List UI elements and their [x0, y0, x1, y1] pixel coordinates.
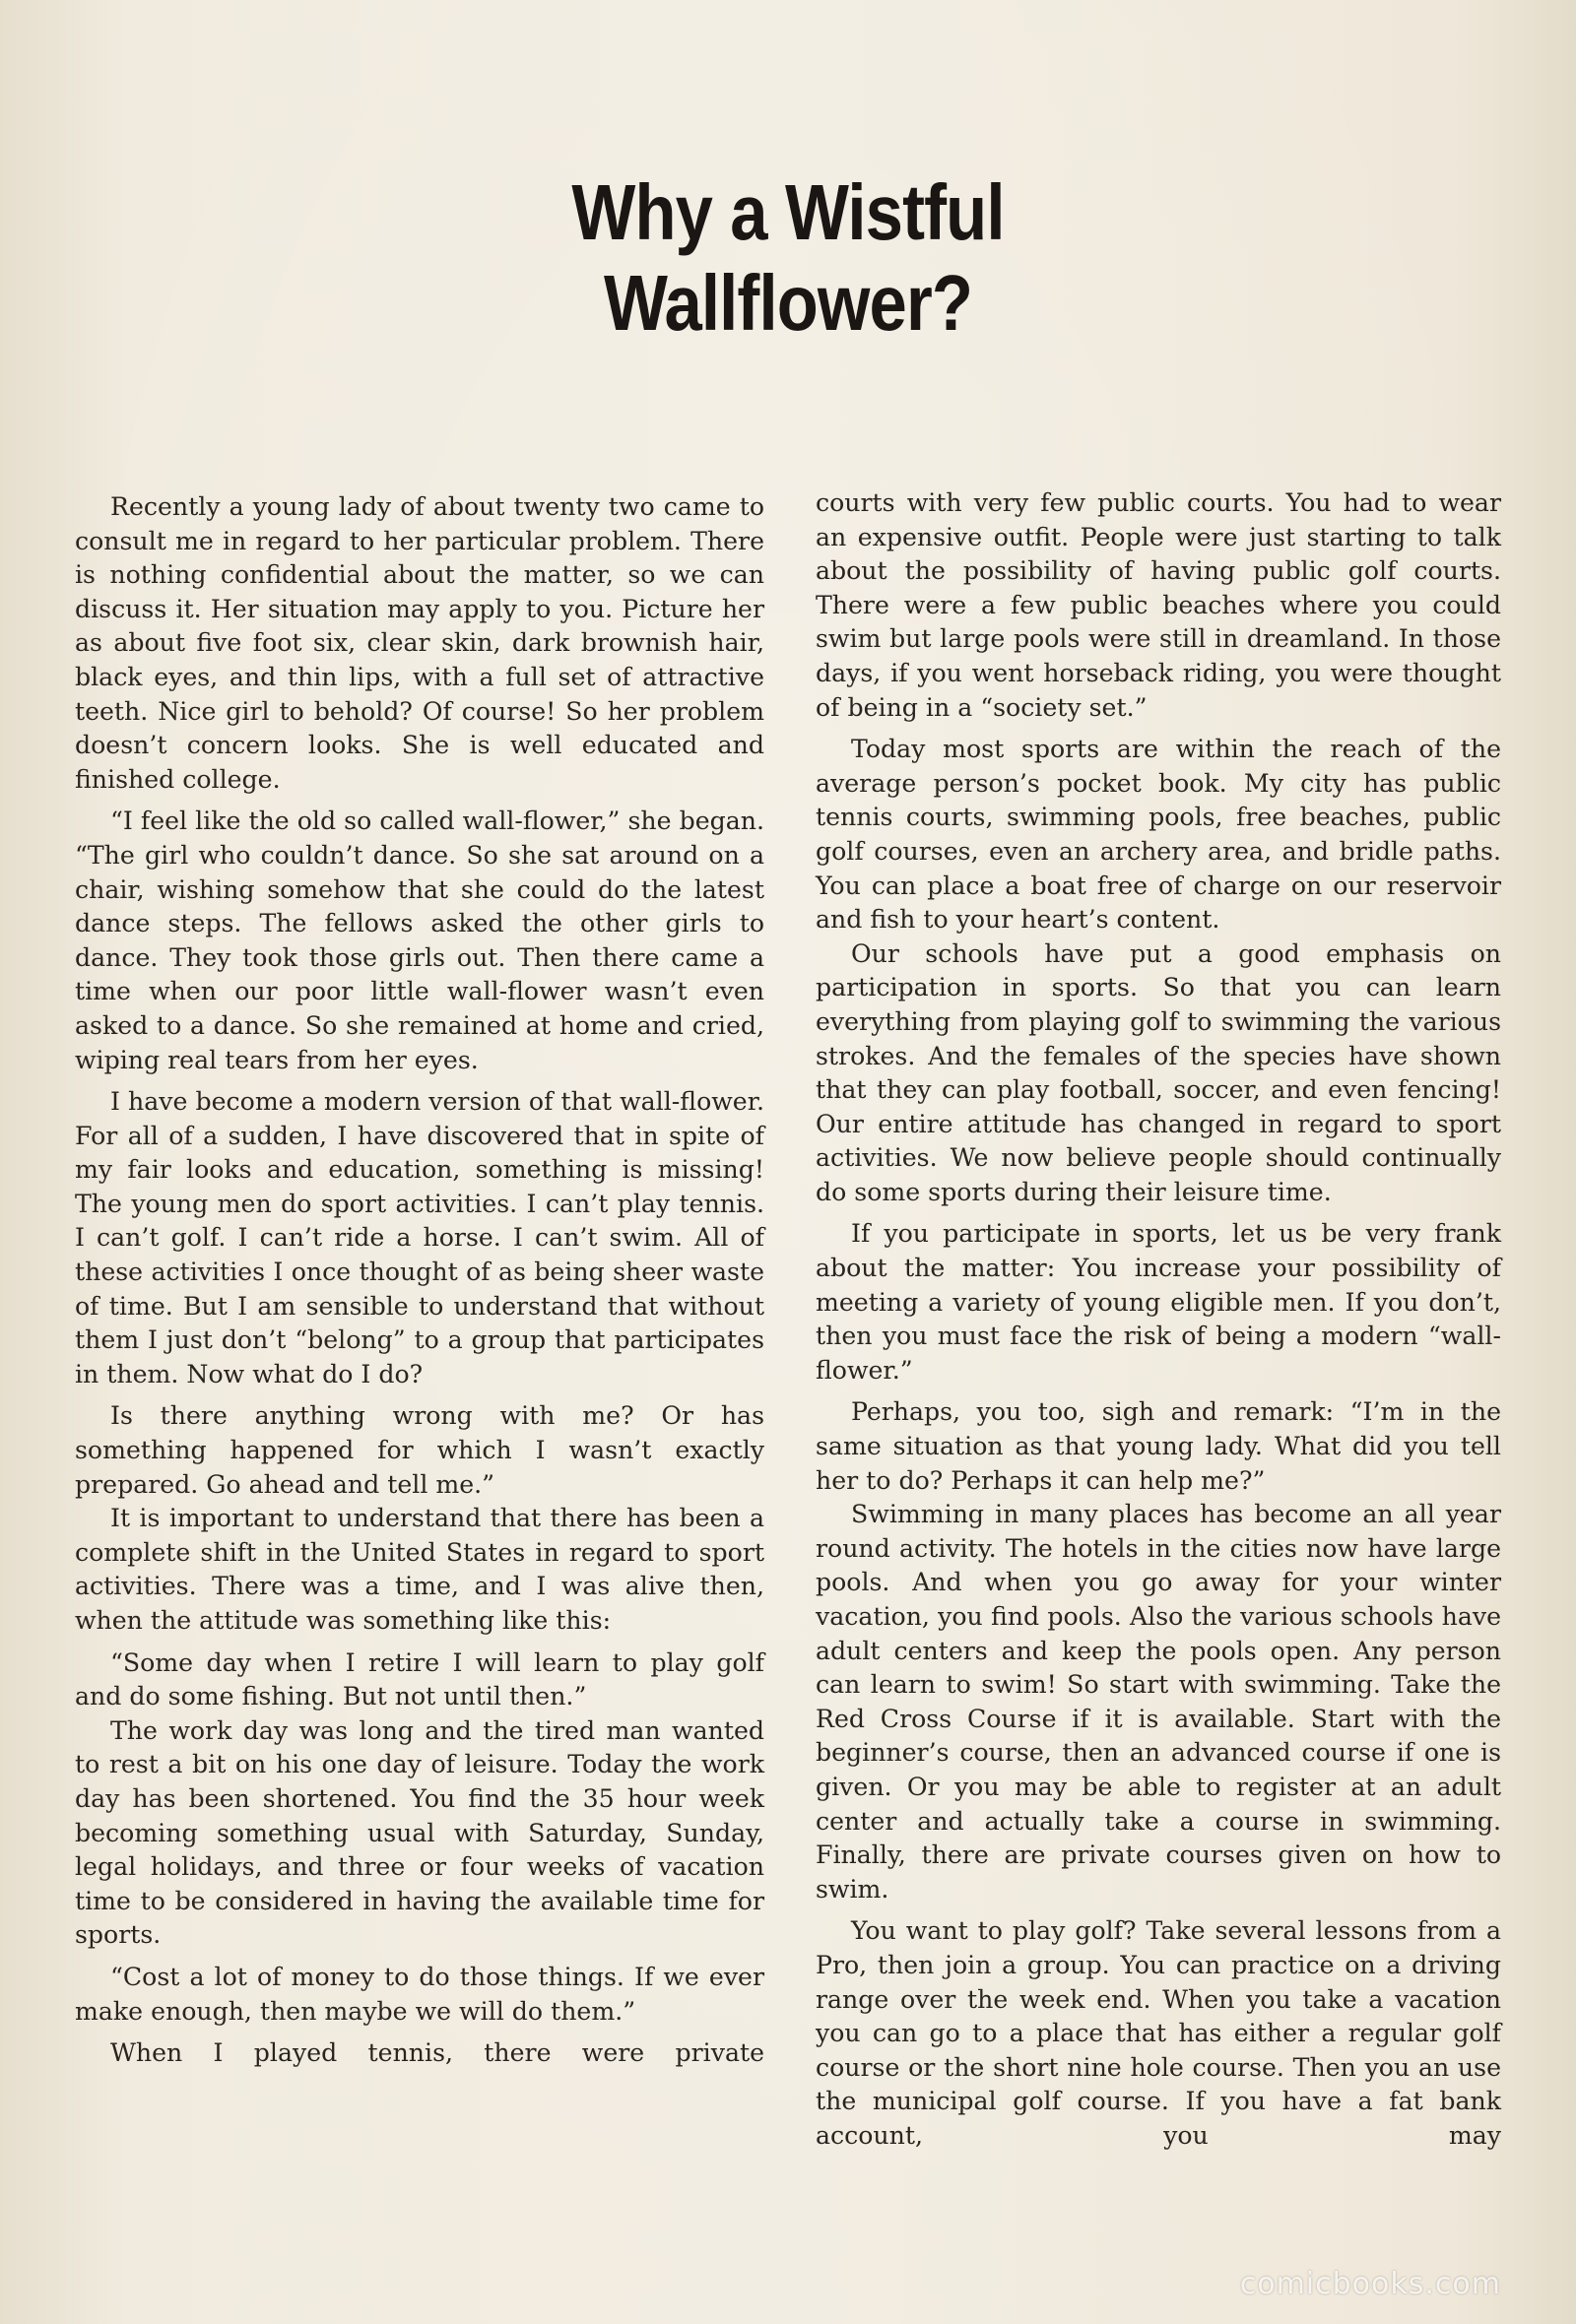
article-title	[110, 167, 1466, 349]
watermark: comicbooks.com	[1239, 2267, 1501, 2301]
paragraph: courts with very few public courts. You had to wear an expensive outfit. People were just starting to talk about the possibility of having public golf courts. There were a few public beaches where you could swim but large pools were still in dreamland. In those days, if you went horseback riding, you were thought of being in a “society set.”	[816, 488, 1501, 722]
paragraph: When I played tennis, there were private	[110, 2038, 764, 2068]
paragraph: Recently a young lady of about twenty two came to consult me in regard to her particular problem. There is nothing confidential about the matter, so we can discuss it. Her situation may apply to you. Picture her as about five foot six, clear skin, dark brownish hair, black eyes, and thin lips, with a full set of attractive teeth. Nice girl to behold? Of course! So her problem doesn’t concern looks. She is well educated and finished college.	[75, 492, 764, 794]
paragraph: If you participate in sports, let us be very frank about the matter: You increase your possibility of meeting a variety of young eligible men. If you don’t, then you must face the risk of being a modern “wall-flower.”	[816, 1219, 1501, 1385]
paragraph: “Some day when I retire I will learn to play golf and do some fishing. But not until then.”	[75, 1647, 764, 1711]
paragraph: The work day was long and the tired man wanted to rest a bit on his one day of leisure. Today the work day has been shortened. You find the 35 hour week becoming something usual with Saturday, Sunday, legal holidays, and three or four weeks of vacation time to be considered in having the available time for sports.	[75, 1715, 764, 1950]
paragraph: Swimming in many places has become an all year round activity. The hotels in the cities now have large pools. And when you go away for your winter vacation, you find pools. Also the various schools have adult centers and keep the pools open. Any person can learn to swim! So start with swimming. Take the Red Cross Course if it is available. Start with the beginner’s course, then an advanced course if one is given. Or you may be able to register at an adult center and actually take a course in swimming. Finally, there are private courses given on how to swim.	[816, 1500, 1501, 1904]
paragraph: It is important to understand that there has been a complete shift in the United States in regard to sport activities. There was a time, and I was alive then, when the attitude was something like this:	[75, 1504, 764, 1635]
paragraph: “Cost a lot of money to do those things. If we ever make enough, then maybe we will do them.”	[75, 1962, 764, 2026]
paragraph: Today most sports are within the reach of the average person’s pocket book. My city has public tennis courts, swimming pools, free beaches, public golf courses, even an archery area, and bridle paths. You can place a boat free of charge on our reservoir and fish to your heart’s content.	[816, 735, 1501, 935]
paragraph: Perhaps, you too, sigh and remark: “I’m in the same situation as that young lady. What did you tell her to do? Perhaps it can help me?”	[816, 1397, 1501, 1495]
paragraph: Our schools have put a good emphasis on participation in sports. So that you can learn everything from playing golf to swimming the various strokes. And the females of the species have shown that they can play football, soccer, and even fencing! Our entire attitude has changed in regard to sport activities. We now believe people should continually do some sports during their leisure time.	[816, 938, 1501, 1206]
paragraph: “I feel like the old so called wall-flower,” she began. “The girl who couldn’t dance. So she sat around on a chair, wishing somehow that she could do the latest dance steps. The fellows asked the other girls to dance. They took those girls out. Then there came a time when our poor little wall-flower wasn’t even asked to a dance. So she remained at home and cried, wiping real tears from her eyes.	[75, 807, 764, 1074]
paragraph: I have become a modern version of that wall-flower. For all of a sudden, I have discovered that in spite of my fair looks and education, something is missing! The young men do sport activities. I can’t play tennis. I can’t golf. I can’t ride a horse. I can’t swim. All of these activities I once thought of as being sheer waste of time. But I am sensible to understand that without them I just don’t “belong” to a group that participates in them. Now what do I do?	[75, 1087, 764, 1388]
paragraph: Is there anything wrong with me? Or has something happened for which I wasn’t exactly prepared. Go ahead and tell me.”	[75, 1401, 764, 1499]
article-title-line-1: Why a Wistful	[571, 168, 1005, 256]
right-text-column	[816, 486, 1501, 2154]
article-title-line-2: Wallflower?	[603, 259, 973, 347]
left-text-column	[75, 490, 764, 2071]
paragraph: You want to play golf? Take several lessons from a Pro, then join a group. You can practice on a driving range over the week end. When you take a vacation you can go to a place that has either a regular golf course or the short nine hole course. Then you an use the municipal golf course. If you have a fat bank account, you may	[816, 1916, 1501, 2150]
